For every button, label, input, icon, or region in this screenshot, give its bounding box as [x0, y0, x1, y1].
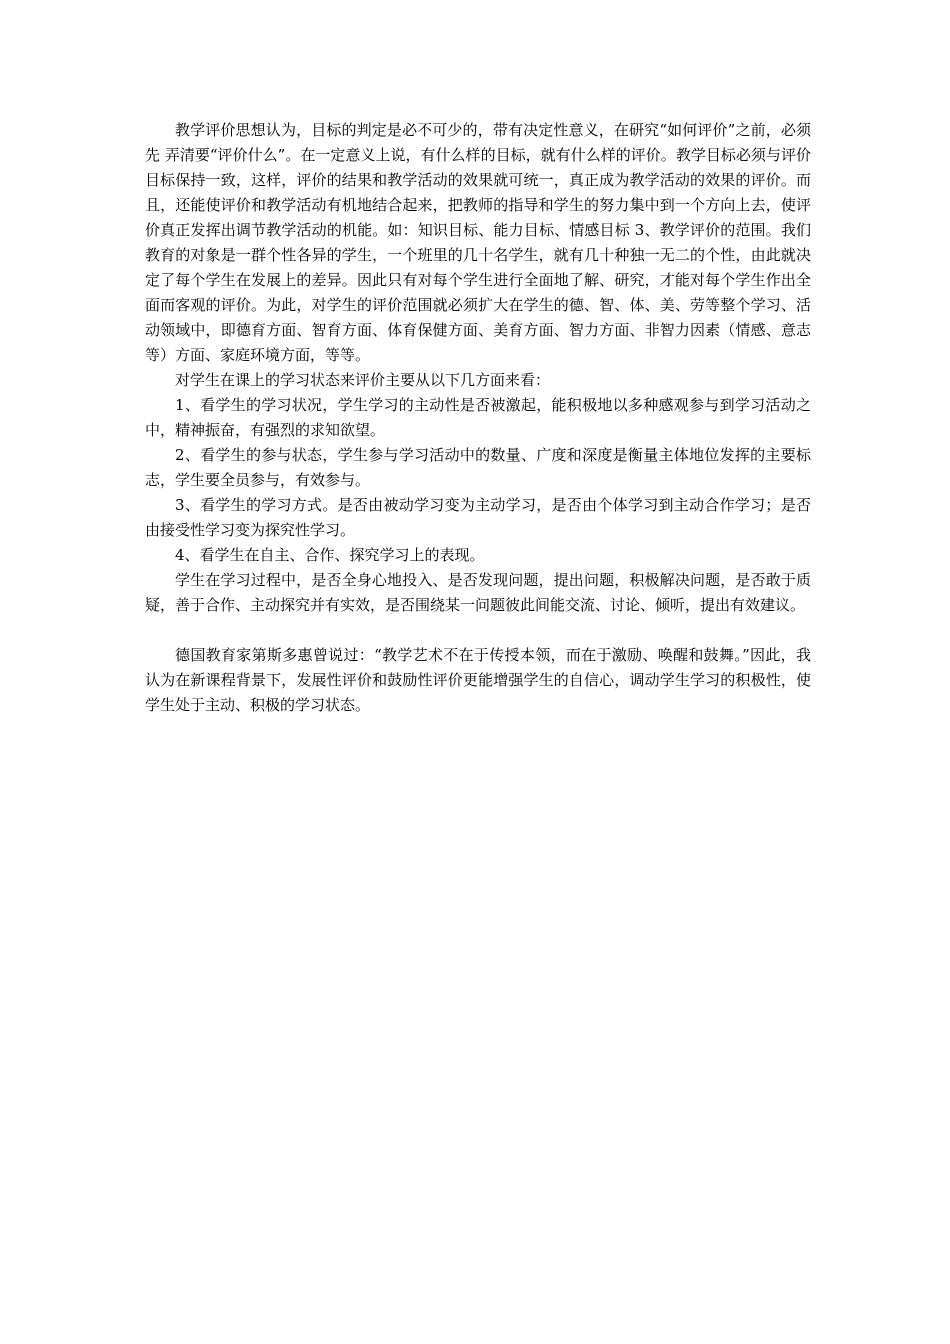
paragraph-evaluation-intro: 对学生在课上的学习状态来评价主要从以下几方面来看： [175, 371, 551, 389]
paragraph-point-2: 2、看学生的参与状态，学生参与学习活动中的数量、广度和深度是衡量主体地位发挥的主要标志，学生要全员参与，有效参与。 [145, 446, 811, 489]
paragraph-conclusion: 德国教育家第斯多惠曾说过：“教学艺术不在于传授本领，而在于激励、唤醒和鼓舞。”因此，我认为在新课程背景下，发展性评价和鼓励性评价更能增强学生的自信心，调动学生学习的积极性，使学生处于主动、积极的学习状态。 [145, 646, 811, 714]
paragraph-point-4: 4、看学生在自主、合作、探究学习上的表现。 [175, 546, 485, 564]
paragraph-point-1: 1、看学生的学习状况，学生学习的主动性是否被激起，能积极地以多种感观参与到学习活动之中，精神振奋，有强烈的求知欲望。 [145, 396, 811, 439]
paragraph-evaluation-goals: 教学评价思想认为，目标的判定是必不可少的，带有决定性意义，在研究“如何评价”之前，必须先 弄清要“评价什么”。在一定意义上说，有什么样的目标，就有什么样的评价。教学目标必须与评价目标保持一致，这样，评价的结果和教学活动的效果就可统一，真正成为教学活动的效果的评价。而且，还能使评价和教学活动有机地结合起来，把教师的指导和学生的努力集中到一个方向上去，使评价真正发挥出调节教学活动的机能。如：知识目标、能力目标、情感目标 3、教学评价的范围。我们教育的对象是一群个性各异的学生，一个班里的几十名学生，就有几十种独一无二的个性，由此就决定了每个学生在发展上的差异。因此只有对每个学生进行全面地了解、研究，才能对每个学生作出全面而客观的评价。为此，对学生的评价范围就必须扩大在学生的德、智、体、美、劳等整个学习、活动领域中，即德育方面、智育方面、体育保健方面、美育方面、智力方面、非智力因素（情感、意志等）方面、家庭环境方面，等等。 [145, 121, 811, 364]
paragraph-point-3: 3、看学生的学习方式。是否由被动学习变为主动学习，是否由个体学习到主动合作学习；是否由接受性学习变为探究性学习。 [145, 496, 811, 539]
paragraph-learning-process: 学生在学习过程中，是否全身心地投入、是否发现问题，提出问题，积极解决问题，是否敢于质疑，善于合作、主动探究并有实效，是否围绕某一问题彼此间能交流、讨论、倾听，提出有效建议。 [145, 571, 811, 614]
document-page [145, 118, 811, 718]
paragraph-spacer [145, 618, 811, 643]
